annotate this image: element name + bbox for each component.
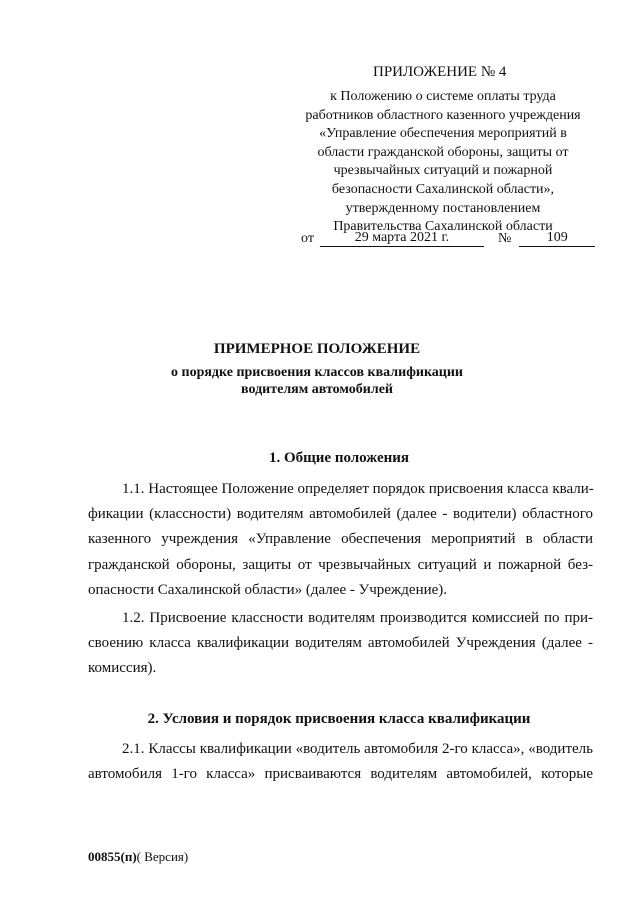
document-title: ПРИМЕРНОЕ ПОЛОЖЕНИЕ <box>213 341 421 357</box>
paragraph-line: автомобиля 1-го класса» присваиваются водителям автомобилей, которые <box>88 766 593 783</box>
appendix-line: чрезвычайных ситуаций и пожарной <box>333 163 553 179</box>
footer-version: ( Версия) <box>136 849 189 864</box>
appendix-reference <box>285 88 601 237</box>
paragraph-line: 2.1. Классы квалификации «водитель автомобиля 2-го класса», «водитель <box>122 741 593 757</box>
subtitle-line: водителям автомобилей <box>241 382 393 397</box>
paragraph-line: гражданской обороны, защиты от чрезвычайных ситуаций и пожарной без- <box>88 556 593 573</box>
paragraph-line: опасности Сахалинской области» (далее - Учреждение). <box>88 581 448 598</box>
date-prefix: от <box>301 231 314 246</box>
resolution-number: 109 <box>519 230 595 247</box>
paragraph-line: фикации (классности) водителям автомобилей (далее - водители) областного <box>88 506 593 523</box>
document-subtitle <box>0 364 634 398</box>
appendix-line: области гражданской обороны, защиты от <box>317 144 569 160</box>
resolution-date-row <box>301 230 595 247</box>
section-heading-2: 2. Условия и порядок присвоения класса квалификации <box>147 711 531 727</box>
paragraph-line: своению класса квалификации водителям автомобилей Учреждения (далее - <box>88 635 593 652</box>
paragraph-1-1 <box>88 477 593 603</box>
paragraph-line: казенного учреждения «Управление обеспечения мероприятий в области <box>88 531 593 548</box>
footer-code: 00855(п) <box>88 849 137 864</box>
footer-document-code <box>88 849 188 865</box>
paragraph-line: 1.1. Настоящее Положение определяет порядок присвоения класса квали- <box>122 481 594 497</box>
appendix-line: работников областного казенного учреждения <box>305 107 581 123</box>
paragraph-line: комиссия). <box>88 660 157 677</box>
paragraph-2-1 <box>88 737 593 787</box>
appendix-line: безопасности Сахалинской области», <box>331 181 555 197</box>
paragraph-line: 1.2. Присвоение классности водителям производится комиссией по при- <box>122 610 593 626</box>
section-heading-1: 1. Общие положения <box>268 450 410 466</box>
appendix-line: утвержденному постановлением <box>345 200 541 216</box>
appendix-title: ПРИЛОЖЕНИЕ № 4 <box>373 64 507 80</box>
number-label: № <box>497 231 512 246</box>
paragraph-1-2 <box>88 606 593 682</box>
appendix-line: «Управление обеспечения мероприятий в <box>319 126 567 142</box>
subtitle-line: о порядке присвоения классов квалификации <box>171 365 463 380</box>
appendix-line: Правительства Сахалинской области <box>333 219 553 235</box>
resolution-date: 29 марта 2021 г. <box>320 230 484 247</box>
appendix-line: к Положению о системе оплаты труда <box>330 89 556 104</box>
